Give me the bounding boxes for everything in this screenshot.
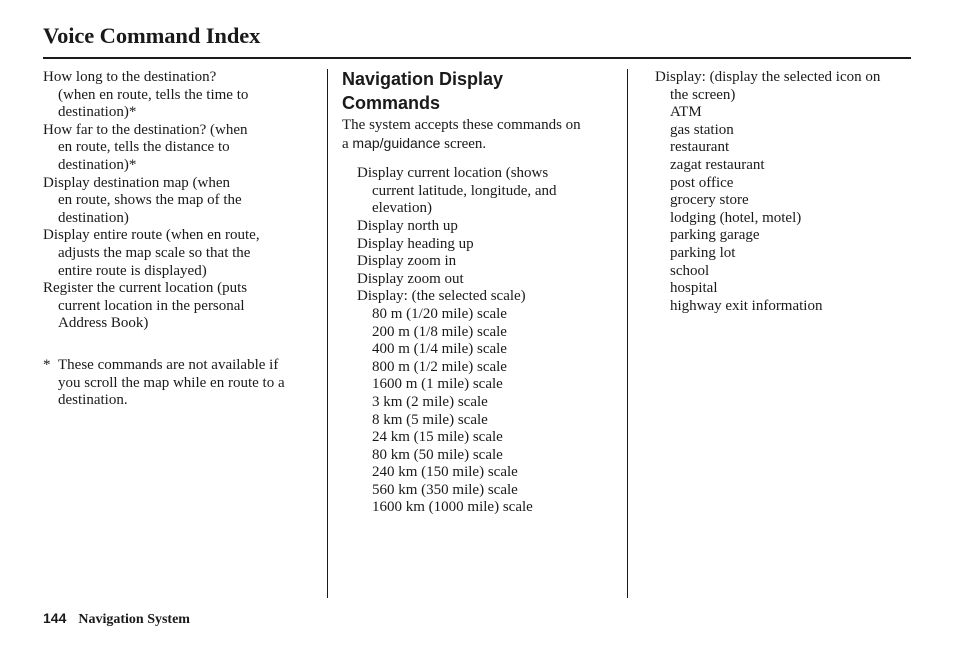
command-entries: [357, 165, 622, 306]
command-entry: [357, 236, 622, 254]
page-title: Voice Command Index: [43, 23, 261, 48]
icon-option: zagat restaurant: [670, 156, 765, 173]
command-entry-continuation: destination)*: [58, 156, 137, 173]
icon-option: post office: [670, 174, 734, 191]
command-entry: [357, 271, 622, 289]
icon-option: highway exit information: [670, 297, 823, 314]
command-entry: [43, 227, 318, 280]
scale-option: 80 km (50 mile) scale: [372, 446, 503, 463]
intro-line: The system accepts these commands on: [342, 117, 581, 133]
intro-text: [342, 117, 622, 153]
scale-option: 80 m (1/20 mile) scale: [372, 305, 507, 322]
command-entry-continuation: the screen): [670, 86, 736, 103]
command-entry-continuation: Address Book): [58, 315, 149, 332]
command-entry-line: Display: (the selected scale): [357, 288, 526, 305]
command-entry: [43, 122, 318, 175]
scale-option: 560 km (350 mile) scale: [372, 481, 518, 498]
section-heading: [342, 68, 622, 115]
command-entry-continuation: destination): [58, 209, 129, 226]
footnote: [43, 357, 318, 410]
icon-option: parking lot: [670, 244, 736, 261]
command-entry-line: Display current location (shows: [357, 165, 549, 182]
command-entry: [357, 288, 622, 306]
command-entry: [43, 175, 318, 228]
command-entry-continuation: destination)*: [58, 104, 137, 121]
command-entry-line: Display zoom out: [357, 270, 464, 287]
scale-option: 24 km (15 mile) scale: [372, 429, 503, 446]
command-entry-line: Display: (display the selected icon on: [655, 69, 881, 85]
icon-option: ATM: [670, 104, 702, 121]
command-entry-continuation: current latitude, longitude, and: [372, 182, 557, 199]
command-entry-line: Display destination map (when: [43, 174, 231, 191]
command-entry-line: Register the current location (puts: [43, 280, 248, 297]
scale-option: 3 km (2 mile) scale: [372, 393, 488, 410]
col1-command-list: [43, 69, 318, 333]
icon-option: grocery store: [670, 192, 749, 209]
command-entry-continuation: en route, tells the distance to: [58, 139, 230, 156]
command-entry-continuation: elevation): [372, 200, 432, 217]
section-heading-line: Commands: [342, 92, 441, 113]
scale-option: 400 m (1/4 mile) scale: [372, 341, 507, 358]
command-entry: [43, 280, 318, 333]
command-entry-continuation: current location in the personal: [58, 297, 245, 314]
command-entry-continuation: en route, shows the map of the: [58, 192, 242, 209]
icon-command: [655, 69, 925, 104]
scale-option: 200 m (1/8 mile) scale: [372, 323, 507, 340]
footnote-line: These commands are not available if: [58, 356, 279, 373]
intro-prefix: a: [342, 135, 353, 152]
command-entry: [357, 253, 622, 271]
footnote-text: [58, 357, 318, 410]
scale-option: 800 m (1/2 mile) scale: [372, 358, 507, 375]
icon-option: hospital: [670, 280, 718, 297]
column-divider-1: [327, 69, 328, 598]
command-entry-continuation: entire route is displayed): [58, 262, 207, 279]
icon-option: gas station: [670, 121, 734, 138]
icon-option: restaurant: [670, 139, 730, 156]
icon-list: [655, 104, 925, 315]
column-divider-2: [627, 69, 628, 598]
command-entry-continuation: (when en route, tells the time to: [58, 86, 249, 103]
title-rule: [43, 57, 911, 59]
command-entry-continuation: adjusts the map scale so that the: [58, 244, 251, 261]
display-command-list: [342, 165, 622, 517]
intro-suffix: screen.: [440, 135, 487, 152]
footnote-line: destination.: [58, 392, 128, 409]
icon-option: lodging (hotel, motel): [670, 209, 802, 226]
scale-option: 1600 m (1 mile) scale: [372, 376, 503, 393]
intro-line: [342, 135, 622, 154]
command-entry: [357, 218, 622, 236]
command-entry-line: How far to the destination? (when: [43, 121, 248, 138]
footnote-mark: *: [43, 356, 51, 373]
page-number: 144: [43, 610, 67, 626]
icon-option: school: [670, 262, 710, 279]
command-entry-line: Display heading up: [357, 235, 474, 252]
command-entry-line: Display entire route (when en route,: [43, 227, 260, 244]
footer-section: Navigation System: [78, 612, 190, 627]
scale-option: 1600 km (1000 mile) scale: [372, 499, 533, 516]
scale-option: 240 km (150 mile) scale: [372, 464, 518, 481]
icon-option: parking garage: [670, 227, 760, 244]
screen-name: map/guidance: [352, 134, 441, 151]
command-entry-line: How long to the destination?: [43, 69, 217, 85]
column-3: [655, 69, 925, 315]
footnote-line: you scroll the map while en route to a: [58, 374, 285, 391]
command-entry: [357, 165, 622, 218]
command-entry: [43, 69, 318, 122]
column-2: [342, 68, 622, 517]
scale-option: 8 km (5 mile) scale: [372, 411, 488, 428]
column-1: [43, 69, 318, 410]
scale-list: [357, 306, 622, 517]
page-footer: [43, 609, 190, 629]
command-entry-line: Display north up: [357, 217, 458, 234]
section-heading-line: Navigation Display: [342, 69, 504, 89]
command-entry-line: Display zoom in: [357, 253, 457, 270]
